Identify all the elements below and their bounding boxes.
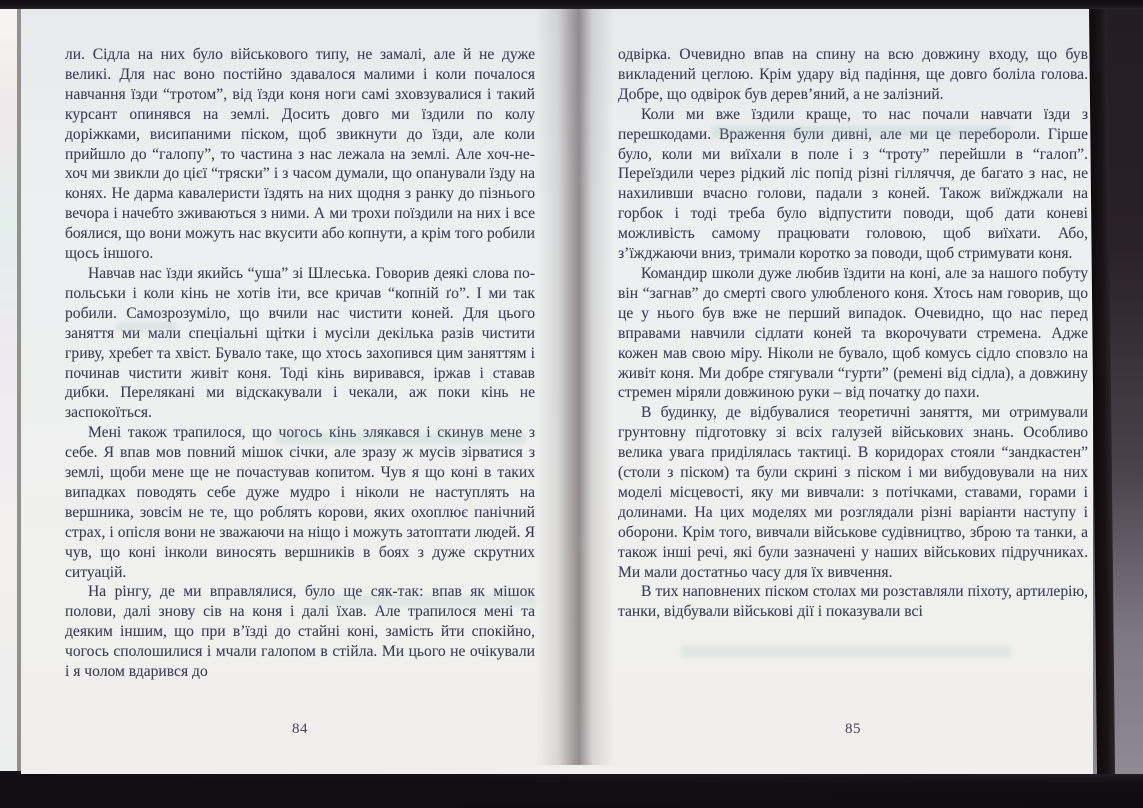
page-left-text [65,45,535,682]
scan-border-top [0,0,1143,9]
paragraph: Командир школи дуже любив їздити на коні, але за нашого побуту він “загнав” до смерті свого улюбленого коня. Хтось нам говорив, що це у нього був вже не перший випадок. Очевидно, що нас перед вправами навчили сідлати коней та вкорочувати стремена. Адже кожен мав свою міру. Ніколи не бувало, щоб комусь сідло сповзло на живіт коня. Ми добре стягували “гурти” (ремені від сідла), а довжину стремен міряли довжиною руки – від початку до пахи. [618,264,1088,402]
page-number-left: 84 [292,721,308,737]
page-left [21,9,561,774]
paragraph: ли. Сідла на них було військового типу, не замалі, але й не дуже великі. Для нас воно постійно здавалося малими і коли почалося навчання їзди “тротом”, від їзди коня ноги самі зховзувалися і такий курсант опинявся на землі. Досить довго ми їздили по колу доріжками, висипаними піском, щоб звикнути до їзди, але коли прийшло до “галопу”, то частина з нас лежала на землі. Але хоч-не-хоч ми звикли до цієї “тряски” і з часом думали, що опанували їзду на конях. Не дарма кавалеристи їздять на них щодня з ранку до пізнього вечора і начебто зживаються з ними. А ми трохи поїздили на них і все боялися, що вони можуть нас вкусити або копнути, а крім того робили щось іншого. [65,46,535,263]
paragraph: Навчав нас їзди якийсь “уша” зі Шлеська. Говорив деякі слова по-польськи і коли кінь не хотів іти, все кричав “копній ґо”. І ми так робили. Самозрозуміло, що вчили нас чистити коней. Для цього заняття ми мали спеціальні щітки і мусіли декілька разів чистити гриву, хребет та хвіст. Бувало таке, що хтось захопився цим заняттям і починав чистити живіт коня. Тоді кінь виривався, іржав і ставав дибки. Перелякані ми відскакували і чекали, аж поки кінь не заспокоїться. [65,264,535,422]
book-pages [21,9,1103,774]
page-right-text [618,45,1088,622]
paragraph: одвірка. Очевидно впав на спину на всю довжину входу, що був викладений цеглою. Крім удару від падіння, ще довго боліла голова. Добре, що одвірок був дерев’яний, а не залізний. [618,46,1088,103]
page-fore-edge [0,9,21,771]
paragraph: Мені також трапилося, що чогось кінь злякався і скинув мене з себе. Я впав мов повний мішок січки, але зразу ж мусів зірватися з землі, щоби мене ще не почастував копитом. Чув я що коні в таких випадках поводять себе дуже мудро і ніколи не наступлять на вершника, зовсім не те, що роблять корови, яких охоплює панічний страх, і опісля вони не зважаючи на ніщо і можуть затоптати людей. Я чув, що коні інколи виносять вершників в боях з дуже скрутних ситуацій. [65,424,535,581]
paragraph: В тих наповнених піском столах ми розставляли піхоту, артилерію, танки, відбували військові дії і показували всі [618,583,1088,621]
page-number-right: 85 [845,721,861,737]
scan-border-bottom [0,774,1143,808]
paragraph: В будинку, де відбувалися теоретичні заняття, ми отримували грунтовну підготовку зі всіх галузей військових знань. Особливо велика увага приділялась тактиці. В коридорах стояли “зандкастен” (столи з піском) та були скрині з піском і ми вибудовували на них моделі місцевості, яку ми вивчали: з потічками, ставами, горами і долинами. На цих моделях ми розглядали різні варіанти наступу і оборони. Крім того, вивчали військове судівництво, зброю та танки, а також інші речі, які були зазначені у наших військових підручниках. Ми мали достатньо часу для їх вивчення. [618,404,1088,581]
paragraph: На рінгу, де ми вправлялися, було ще сяк-так: впав як мішок полови, далі знову сів на коня і далі їхав. Але трапилося мені та деяким іншим, що при в’їзді до стайні коні, замість йти спокійно, чогось сполошилися і мчали галопом в стійла. Ми цього не очікували і я чолом вдарився до [65,583,535,681]
paragraph: Коли ми вже їздили краще, то нас почали навчати їзди з перешкодами. Враження були дивні, але ми це перебороли. Гірше було, коли ми виїхали в поле і з “троту” перейшли в “галоп”. Переїздили через рідкий ліс попід різні гілляччя, де багато з нас, не нахиливши вчасно голови, падали з коней. Також виїжджали на горбок і тоді треба було відпустити поводи, щоб дати коневі можливість самому працювати головою, щоб виїхати. Або, з’їжджаючи вниз, тримали коротко за поводи, щоб стримувати коня. [618,105,1088,263]
page-right [561,9,1103,774]
